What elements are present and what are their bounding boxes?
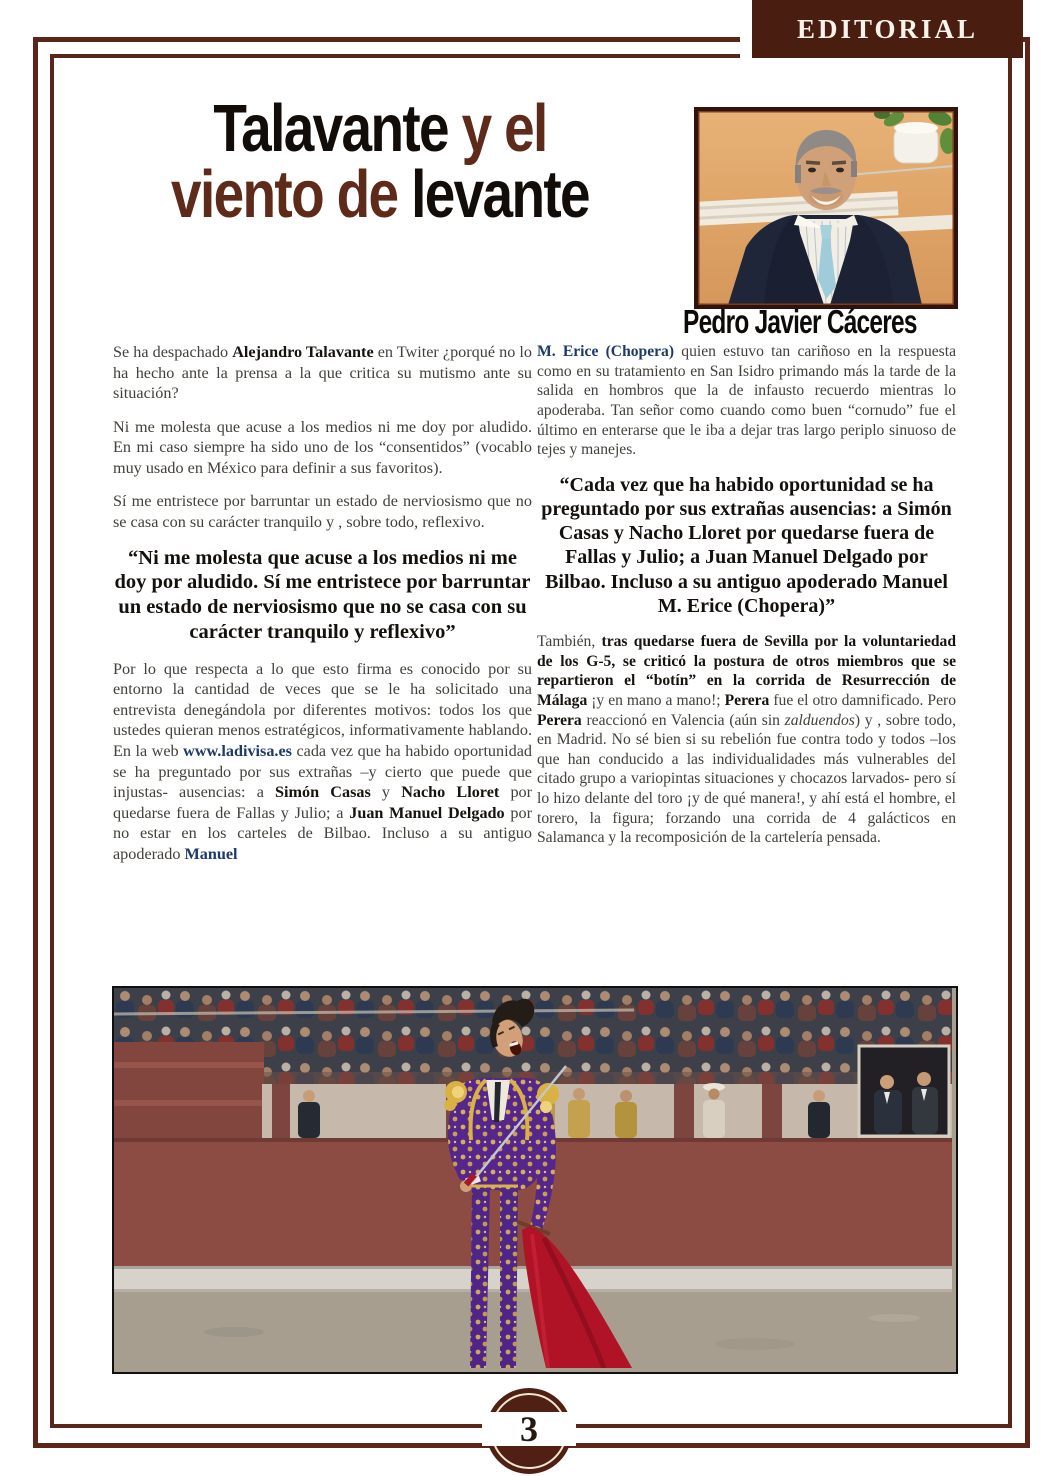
text-run: Sí me entristece por barruntar un estado de nerviosismo que no se casa con su carácter tranquilo y , sobre todo, reflexivo.	[113, 492, 532, 531]
text-run: y	[370, 783, 402, 802]
text-run: viento de	[171, 157, 412, 232]
editorial-banner	[752, 0, 1023, 58]
column-right	[537, 342, 956, 861]
text-run: Perera	[724, 691, 770, 709]
title-line-2	[114, 157, 647, 232]
paragraph	[537, 342, 956, 460]
text-run: cada vez que ha habido oportunidad se ha preguntado por sus extrañas –y cierto que puede que injustas- ausencias: a	[113, 741, 532, 802]
text-run: Simón Casas	[275, 783, 371, 802]
text-run: Talavante	[213, 91, 462, 166]
text-run: Se ha despachado	[113, 343, 233, 361]
pull-quote: “Cada vez que ha habido oportunidad se ha preguntado por sus extrañas ausencias: a Simón Casas y Nacho Lloret por quedarse fuera de Fallas y Julio; a Juan Manuel Delgado por Bilbao. Incluso a su antiguo apoderado Manuel M. Erice (Chopera)”	[541, 473, 952, 617]
text-run: Manuel	[184, 844, 238, 863]
pull-quote: “Ni me molesta que acuse a los medios ni me doy por aludido. Sí me entristece por barruntar un estado de nerviosismo que no se casa con su carácter tranquilo y reflexivo”	[114, 546, 531, 643]
text-run: reaccionó en Valencia (aún sin	[581, 711, 785, 729]
text-run: Perera	[537, 711, 582, 729]
text-run: quien estuvo tan cariñoso en la respuesta como en su tratamiento en San Isidro primando más la tarde de la salida en hombros que la de infausto recuerdo mientras lo apoderaba. Tan señor como cuando como buen “cornudo” fue el último en enterarse que le iba a dejar tras largo periplo sinuoso de tejes y manejes.	[537, 343, 957, 459]
text-run: ) y , sobre todo, en Madrid. No sé bien si su rebelión fue contra todo y todos –los que han conducido a las individualidades más vulnerables del citado grupo a variopintas situaciones y chocazos larvados- pero sí lo hizo delante del toro ¡y de qué manera!, y ahí está el hombre, el torero, la figura; forzando una corrida de 4 galácticos en Salamanca y la recomposición de la cartelería pensada.	[537, 711, 956, 847]
text-run: M. Erice (Chopera)	[537, 343, 675, 360]
text-run: fue el otro damnificado. Pero	[769, 691, 956, 709]
text-run: Nacho Lloret	[401, 783, 500, 802]
page-number-band	[482, 1409, 576, 1449]
text-run: Alejandro Talavante	[232, 343, 374, 361]
text-run: por no estar en los carteles de Bilbao. Incluso a su antiguo apoderado	[113, 803, 532, 863]
author-name: Pedro Javier Cáceres	[683, 303, 917, 340]
paragraph	[113, 491, 532, 532]
bullfight-illustration	[114, 988, 952, 1368]
column-left	[113, 342, 532, 877]
bullfight-photo	[112, 986, 958, 1374]
text-run: por quedarse fuera de Fallas y Julio; a	[113, 783, 533, 822]
title-line-1	[114, 91, 647, 166]
text-run: levante	[411, 157, 589, 232]
text-run: ¡y en mano a mano!;	[587, 691, 725, 709]
paragraph	[113, 659, 532, 865]
text-run: Por lo que respecta a lo que esto firma es conocido por su entorno la cantidad de veces que se le ha solicitado una entrevista denegándola por diferentes motivos: todos los que ustedes quieran menos estratégicos, informativamente hablando. En la web	[113, 659, 532, 760]
text-run: www.ladivisa.es	[183, 741, 292, 760]
text-run: en Twiter ¿porqué no lo ha hecho ante la prensa a la que critica su mutismo ante su situación?	[113, 343, 532, 403]
page-number: 3	[520, 1409, 538, 1449]
text-run: También,	[537, 632, 602, 650]
paragraph	[537, 632, 956, 848]
paragraph	[113, 342, 532, 404]
text-run: Juan Manuel Delgado	[349, 803, 505, 822]
text-run: tras quedarse fuera de Sevilla por la voluntariedad de los G-5, se criticó la postura de otros miembros que se repartieron el “botín” en la corrida de Resurrección de Málaga	[537, 632, 957, 709]
callejon	[262, 1083, 952, 1138]
author-byline	[635, 303, 965, 341]
paragraph	[113, 417, 532, 479]
text-run: y el	[461, 91, 547, 166]
stand-wall-left	[114, 1042, 264, 1138]
author-photo	[694, 107, 958, 309]
palco-box	[859, 1046, 949, 1136]
section-label: EDITORIAL	[796, 13, 979, 44]
text-run: Ni me molesta que acuse a los medios ni me doy por aludido. En mi caso siempre ha sido uno de los “consentidos” (vocablo muy usado en México para definir a sus favoritos).	[113, 417, 532, 477]
author-photo-illustration	[698, 111, 954, 305]
text-run: zalduendos	[784, 711, 855, 729]
article-title	[55, 91, 705, 232]
